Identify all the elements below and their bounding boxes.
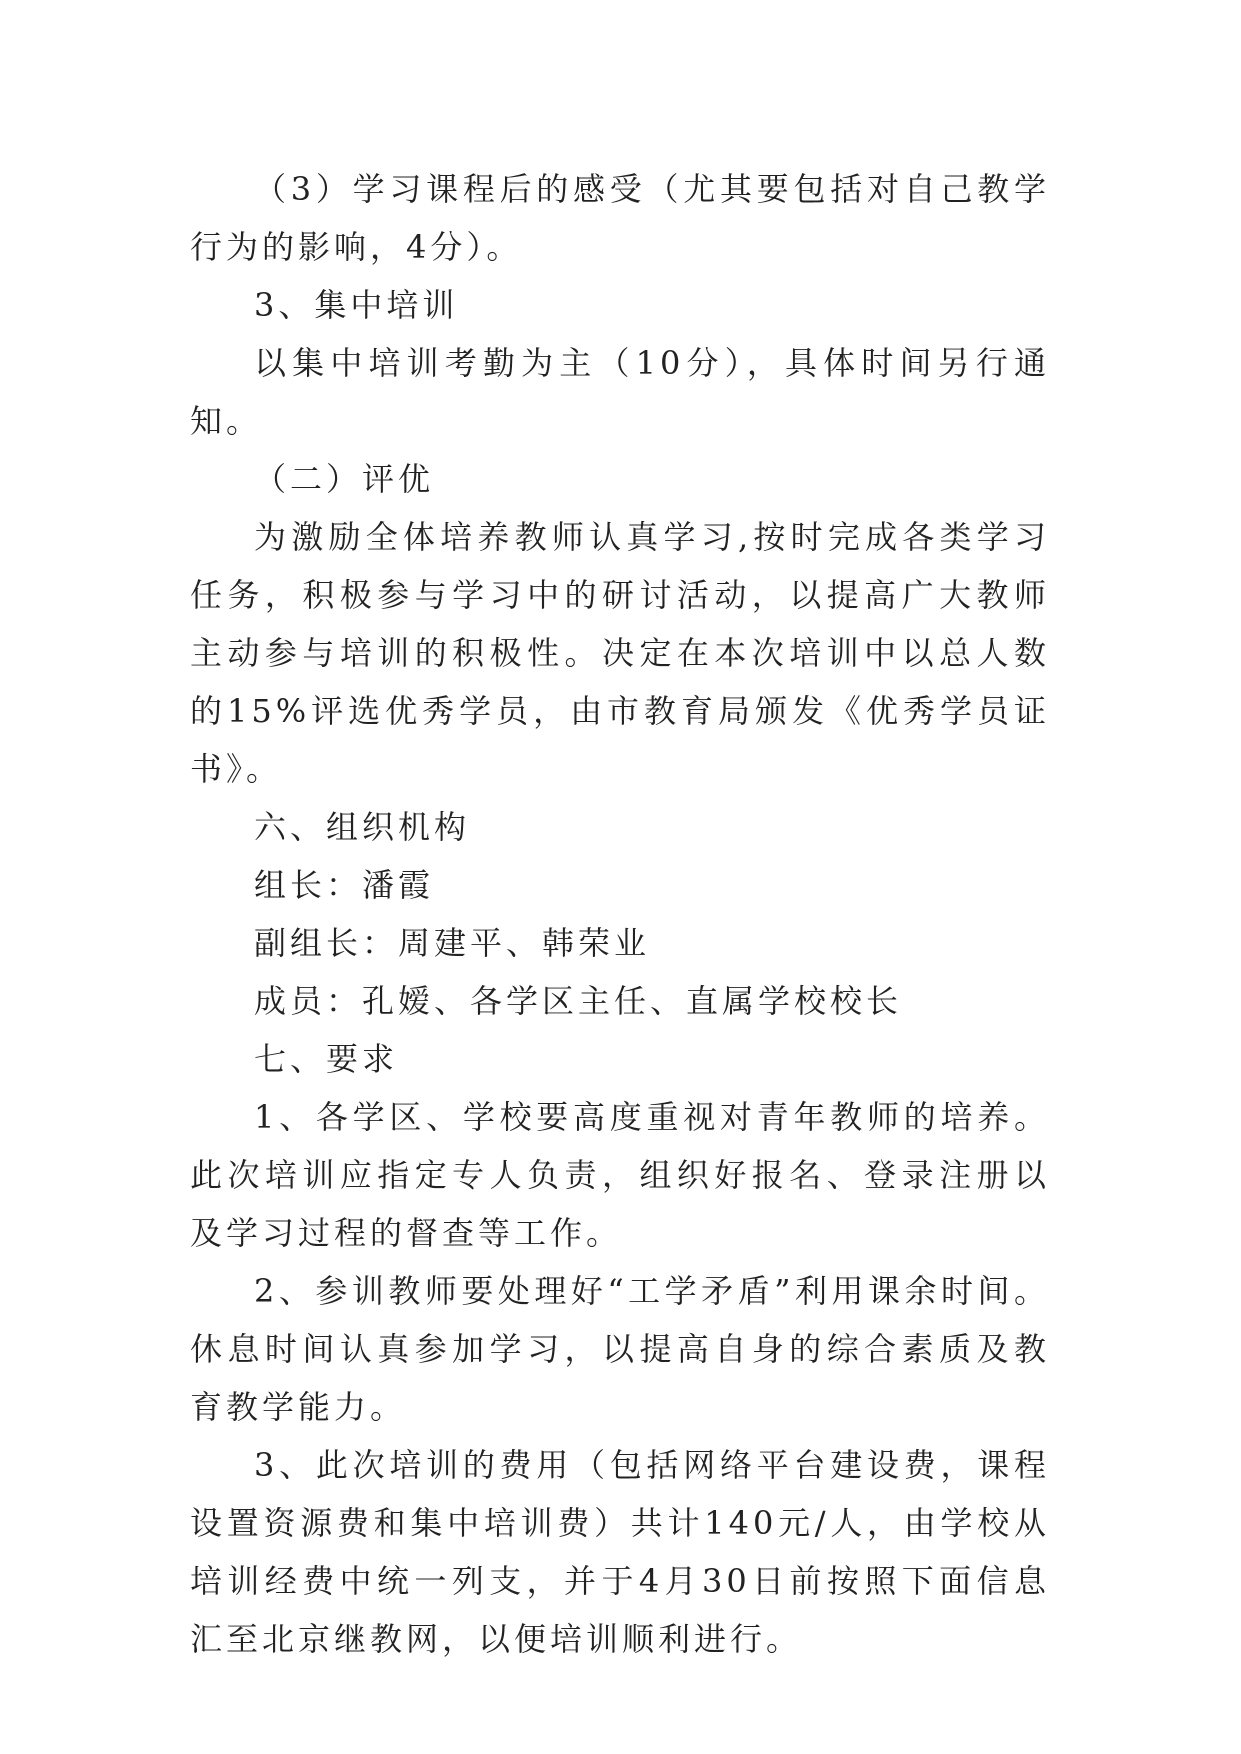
paragraph-requirement-1: 1、各学区、学校要高度重视对青年教师的培养。此次培训应指定专人负责，组织好报名、登录注册以及学习过程的督查等工作。: [190, 1098, 1050, 1252]
paragraph-course-feelings: （3）学习课程后的感受（尤其要包括对自己教学行为的影响，4分）。: [190, 170, 1050, 266]
heading-evaluation: （二）评优: [254, 460, 435, 498]
paragraph-attendance: 以集中培训考勤为主（10分），具体时间另行通知。: [190, 344, 1050, 440]
paragraph-team-leader: 组长：潘霞: [254, 866, 435, 904]
heading-organization: 六、组织机构: [254, 808, 471, 846]
heading-centralized-training: 3、集中培训: [254, 286, 459, 324]
document-body: [190, 160, 1050, 1668]
paragraph-requirement-2: 2、参训教师要处理好“工学矛盾”利用课余时间。休息时间认真参加学习，以提高自身的综合素质及教育教学能力。: [190, 1272, 1050, 1426]
paragraph-requirement-3: 3、此次培训的费用（包括网络平台建设费，课程设置资源费和集中培训费）共计140元/人，由学校从培训经费中统一列支，并于4月30日前按照下面信息汇至北京继教网，以便培训顺利进行。: [190, 1446, 1050, 1658]
heading-requirements: 七、要求: [254, 1040, 399, 1078]
paragraph-members: 成员：孔嫒、各学区主任、直属学校校长: [254, 982, 903, 1020]
paragraph-deputy-leaders: 副组长：周建平、韩荣业: [254, 924, 651, 962]
paragraph-evaluation-details: 为激励全体培养教师认真学习,按时完成各类学习任务，积极参与学习中的研讨活动，以提高广大教师主动参与培训的积极性。决定在本次培训中以总人数的15%评选优秀学员，由市教育局颁发《优秀学员证书》。: [190, 518, 1050, 788]
